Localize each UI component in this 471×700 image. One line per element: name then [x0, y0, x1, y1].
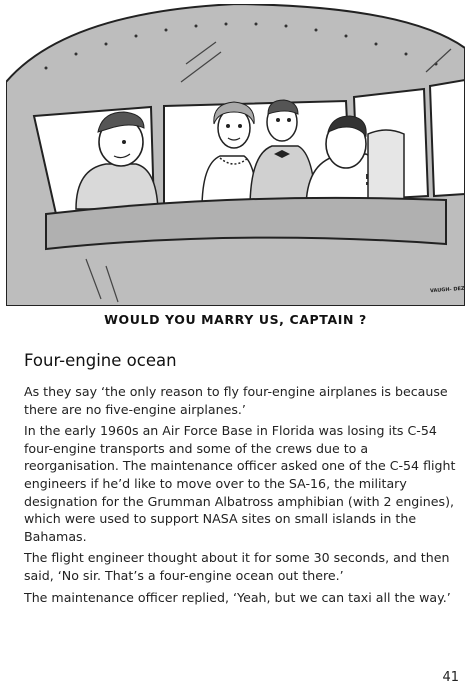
cartoon-caption: WOULD YOU MARRY US, CAPTAIN ?	[104, 312, 367, 327]
section-heading: Four-engine ocean	[24, 351, 177, 370]
cockpit-cartoon-illustration	[6, 4, 465, 306]
article-body	[24, 383, 458, 610]
artist-signature: VAUGH- DEZ	[429, 285, 465, 295]
page-number: 41	[442, 670, 459, 685]
paragraph: The flight engineer thought about it for some 30 seconds, and then said, ‘No sir. That’s a four-engine ocean out there.’	[24, 550, 450, 583]
paragraph: As they say ‘the only reason to fly four-engine airplanes is because there are no five-engine airplanes.’	[24, 384, 448, 417]
far-right-window	[430, 80, 465, 196]
seat-back	[368, 130, 404, 204]
paragraph: The maintenance officer replied, ‘Yeah, but we can taxi all the way.’	[24, 589, 451, 605]
paragraph: In the early 1960s an Air Force Base in Florida was losing its C-54 four-engine transports and some of the crews due to a reorganisation. The maintenance officer asked one of the C-54 flight engineers if he’d like to move over to the SA-16, the military designation for the Grumman Albatross amphibian (with 2 engines), which were used to support NASA sites on small islands in the Bahamas.	[24, 423, 456, 544]
